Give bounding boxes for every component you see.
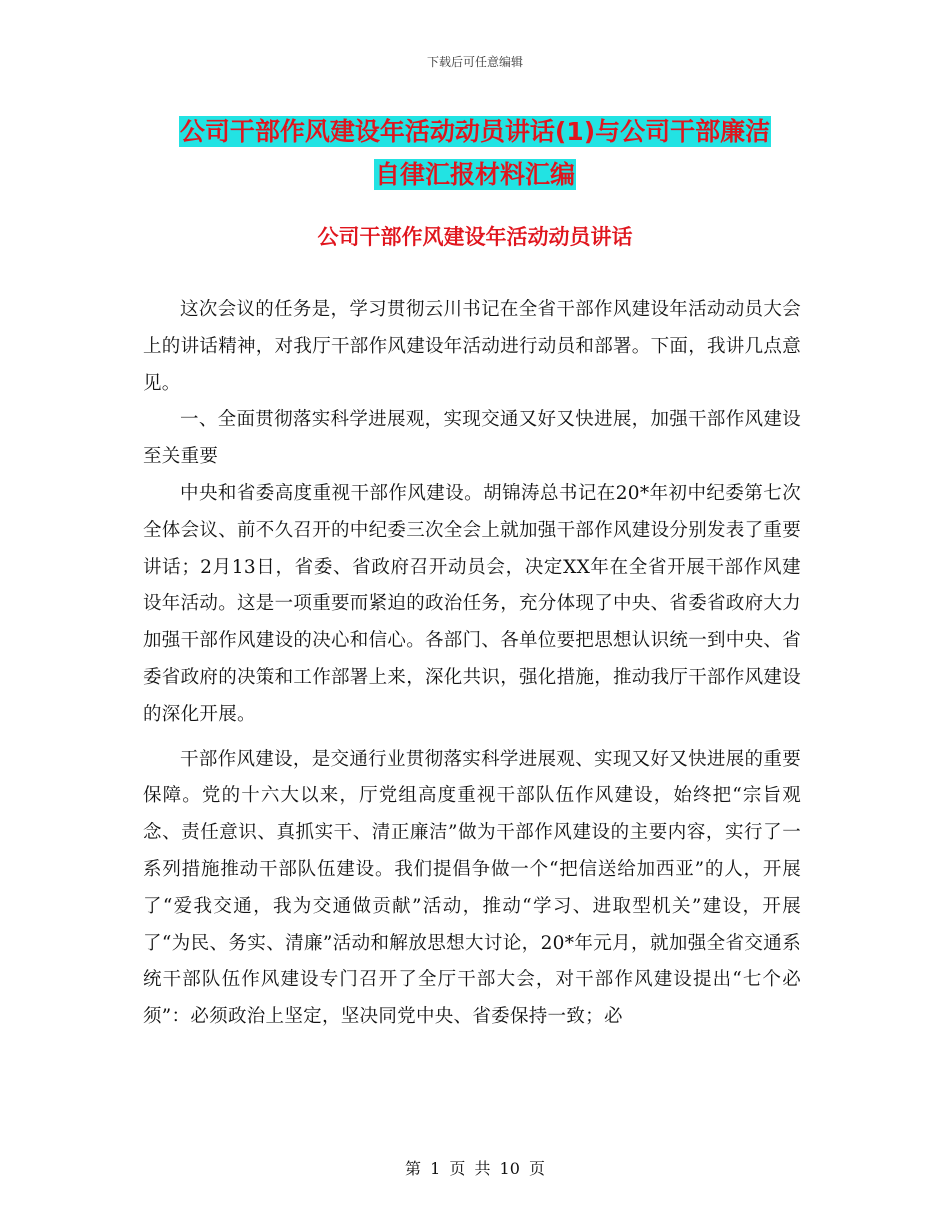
paragraph: 中央和省委高度重视干部作风建设。胡锦涛总书记在20*年初中纪委第七次全体会议、前不久召开的中纪委三次全会上就加强干部作风建设分别发表了重要讲话；2月13日，省委、省政府召开动员会，决定XX年在全省开展干部作风建设年活动。这是一项重要而紧迫的政治任务，充分体现了中央、省委省政府大力加强干部作风建设的决心和信心。各部门、各单位要把思想认识统一到中央、省委省政府的决策和工作部署上来，深化共识，强化措施，推动我厅干部作风建设的深化开展。 xyxy=(143,482,802,725)
page-number-footer: 第 1 页 共 10 页 xyxy=(405,1159,545,1178)
document-title-line2: 自律汇报材料汇编 xyxy=(374,160,575,189)
paragraph: 这次会议的任务是，学习贯彻云川书记在全省干部作风建设年活动动员大会上的讲话精神，对我厅干部作风建设年活动进行动员和部署。下面，我讲几点意见。 xyxy=(143,299,802,394)
body-text xyxy=(143,292,801,1036)
header-note: 下载后可任意编辑 xyxy=(426,55,523,69)
document-title xyxy=(140,110,810,196)
paragraph: 一、全面贯彻落实科学进展观，实现交通又好又快进展，加强干部作风建设至关重要 xyxy=(143,409,801,468)
section-title: 公司干部作风建设年活动动员讲话 xyxy=(317,225,633,249)
document-title-line1: 公司干部作风建设年活动动员讲话(1)与公司干部廉洁 xyxy=(179,117,771,146)
paragraph: 干部作风建设，是交通行业贯彻落实科学进展观、实现又好又快进展的重要保障。党的十六大以来，厅党组高度重视干部队伍作风建设，始终把“宗旨观念、责任意识、真抓实干、清正廉洁”做为干部作风建设的主要内容，实行了一系列措施推动干部队伍建设。我们提倡争做一个“把信送给加西亚”的人，开展了“爱我交通，我为交通做贡献”活动，推动“学习、进取型机关”建设，开展了“为民、务实、清廉”活动和解放思想大讨论，20*年元月，就加强全省交通系统干部队伍作风建设专门召开了全厅干部大会，对干部作风建设提出“七个必须”：必须政治上坚定，坚决同党中央、省委保持一致；必 xyxy=(143,748,801,1028)
